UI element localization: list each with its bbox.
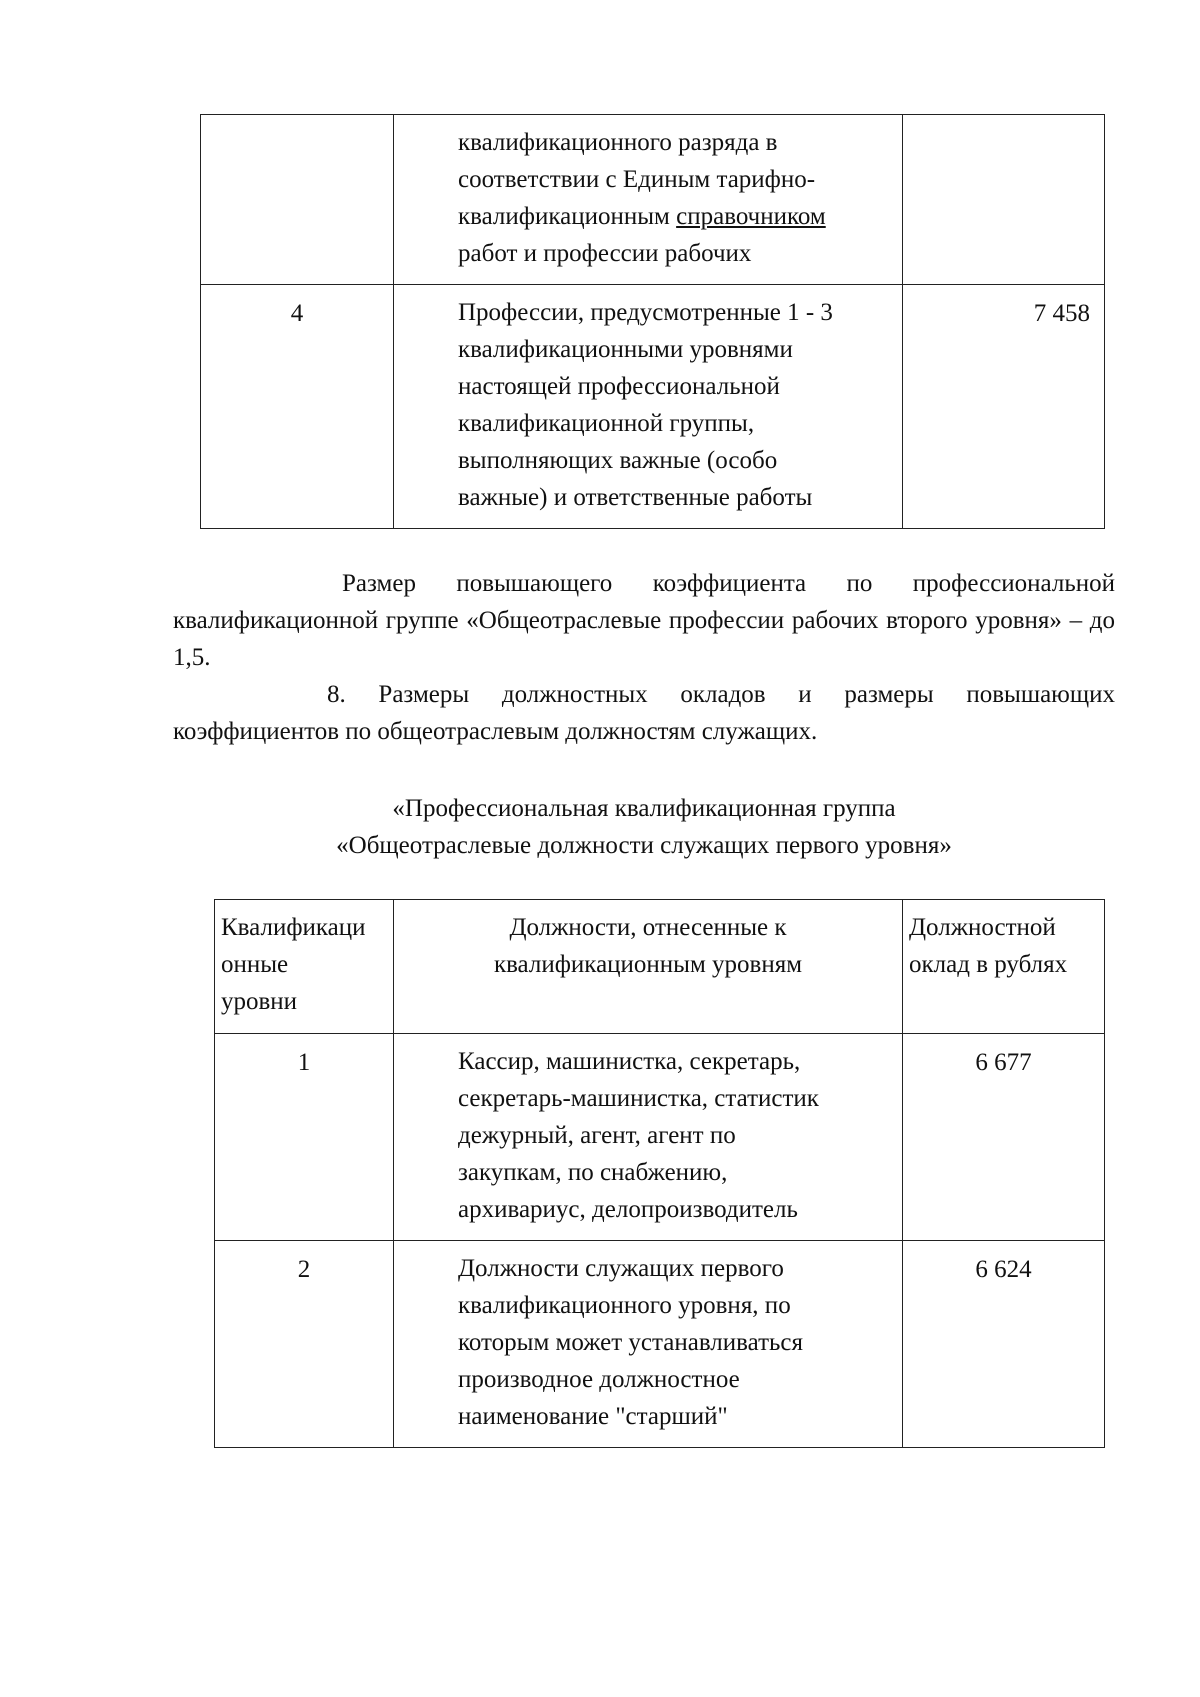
- position-cell: [394, 1034, 903, 1241]
- table-row: [201, 115, 1105, 285]
- level-cell: 1: [215, 1034, 394, 1241]
- table-row: [201, 285, 1105, 529]
- cell-line: Кассир, машинистка, секретарь,: [458, 1048, 801, 1075]
- cell-line: работ и профессии рабочих: [458, 240, 752, 267]
- cell-line: квалификационного уровня, по: [458, 1292, 791, 1319]
- cell-line: производное должностное: [458, 1366, 740, 1393]
- cell-line: квалификационной группы,: [458, 410, 755, 437]
- level-cell: [201, 115, 394, 285]
- cell-text: квалификационным: [458, 203, 677, 230]
- header-line: Квалификаци: [221, 914, 366, 941]
- cell-line: выполняющих важные (особо: [458, 447, 778, 474]
- cell-line: Профессии, предусмотренные 1 - 3: [458, 299, 833, 326]
- position-cell: [394, 115, 903, 285]
- header-qualification-levels: [215, 900, 394, 1034]
- header-line: уровни: [221, 988, 298, 1015]
- cell-line: секретарь-машинистка, статистик: [458, 1085, 819, 1112]
- header-positions: [394, 900, 903, 1034]
- group-heading-line-1: «Профессиональная квалификационная группа: [392, 795, 896, 822]
- group-heading-line-2: «Общеотраслевые должности служащих первого уровня»: [336, 832, 952, 859]
- value-cell: [903, 115, 1105, 285]
- header-line: Должностной: [909, 914, 1056, 941]
- table-header-row: [215, 900, 1105, 1034]
- cell-line: соответствии с Единым тарифно-: [458, 166, 816, 193]
- cell-line: наименование "старший": [458, 1403, 728, 1430]
- level-cell: 2: [215, 1241, 394, 1448]
- cell-line: Должности служащих первого: [458, 1255, 784, 1282]
- table-row: [215, 1034, 1105, 1241]
- header-line: квалификационным уровням: [493, 951, 803, 978]
- value-cell: 7 458: [903, 285, 1105, 529]
- cell-line: квалификационными уровнями: [458, 336, 793, 363]
- cell-line: которым может устанавливаться: [458, 1329, 803, 1356]
- value-cell: 6 677: [903, 1034, 1105, 1241]
- qualification-table-first-level: [214, 899, 1105, 1448]
- header-salary: [903, 900, 1105, 1034]
- header-line: оклад в рублях: [909, 951, 1068, 978]
- section-8-paragraph: 8. Размеры должностных окладов и размеры повышающих коэффициентов по общеотраслевым должностям служащих.: [173, 681, 1115, 745]
- cell-line: квалификационного разряда в: [458, 129, 778, 156]
- cell-line: важные) и ответственные работы: [458, 484, 813, 511]
- position-cell: [394, 285, 903, 529]
- value-cell: 6 624: [903, 1241, 1105, 1448]
- position-cell: [394, 1241, 903, 1448]
- header-line: Должности, отнесенные к: [509, 914, 787, 941]
- table-row: [215, 1241, 1105, 1448]
- cell-line: архивариус, делопроизводитель: [458, 1196, 798, 1223]
- cell-line: настоящей профессиональной: [458, 373, 780, 400]
- cell-line: закупкам, по снабжению,: [458, 1159, 728, 1186]
- header-line: онные: [221, 951, 289, 978]
- cell-line: дежурный, агент, агент по: [458, 1122, 736, 1149]
- cell-line: [458, 198, 888, 235]
- qualification-table-continuation: [200, 114, 1105, 529]
- reference-link[interactable]: справочником: [676, 203, 826, 230]
- coefficient-paragraph: Размер повышающего коэффициента по профессиональной квалификационной группе «Общеотраслевые профессии рабочих второго уровня» – до 1,5.: [173, 570, 1115, 671]
- level-cell: 4: [201, 285, 394, 529]
